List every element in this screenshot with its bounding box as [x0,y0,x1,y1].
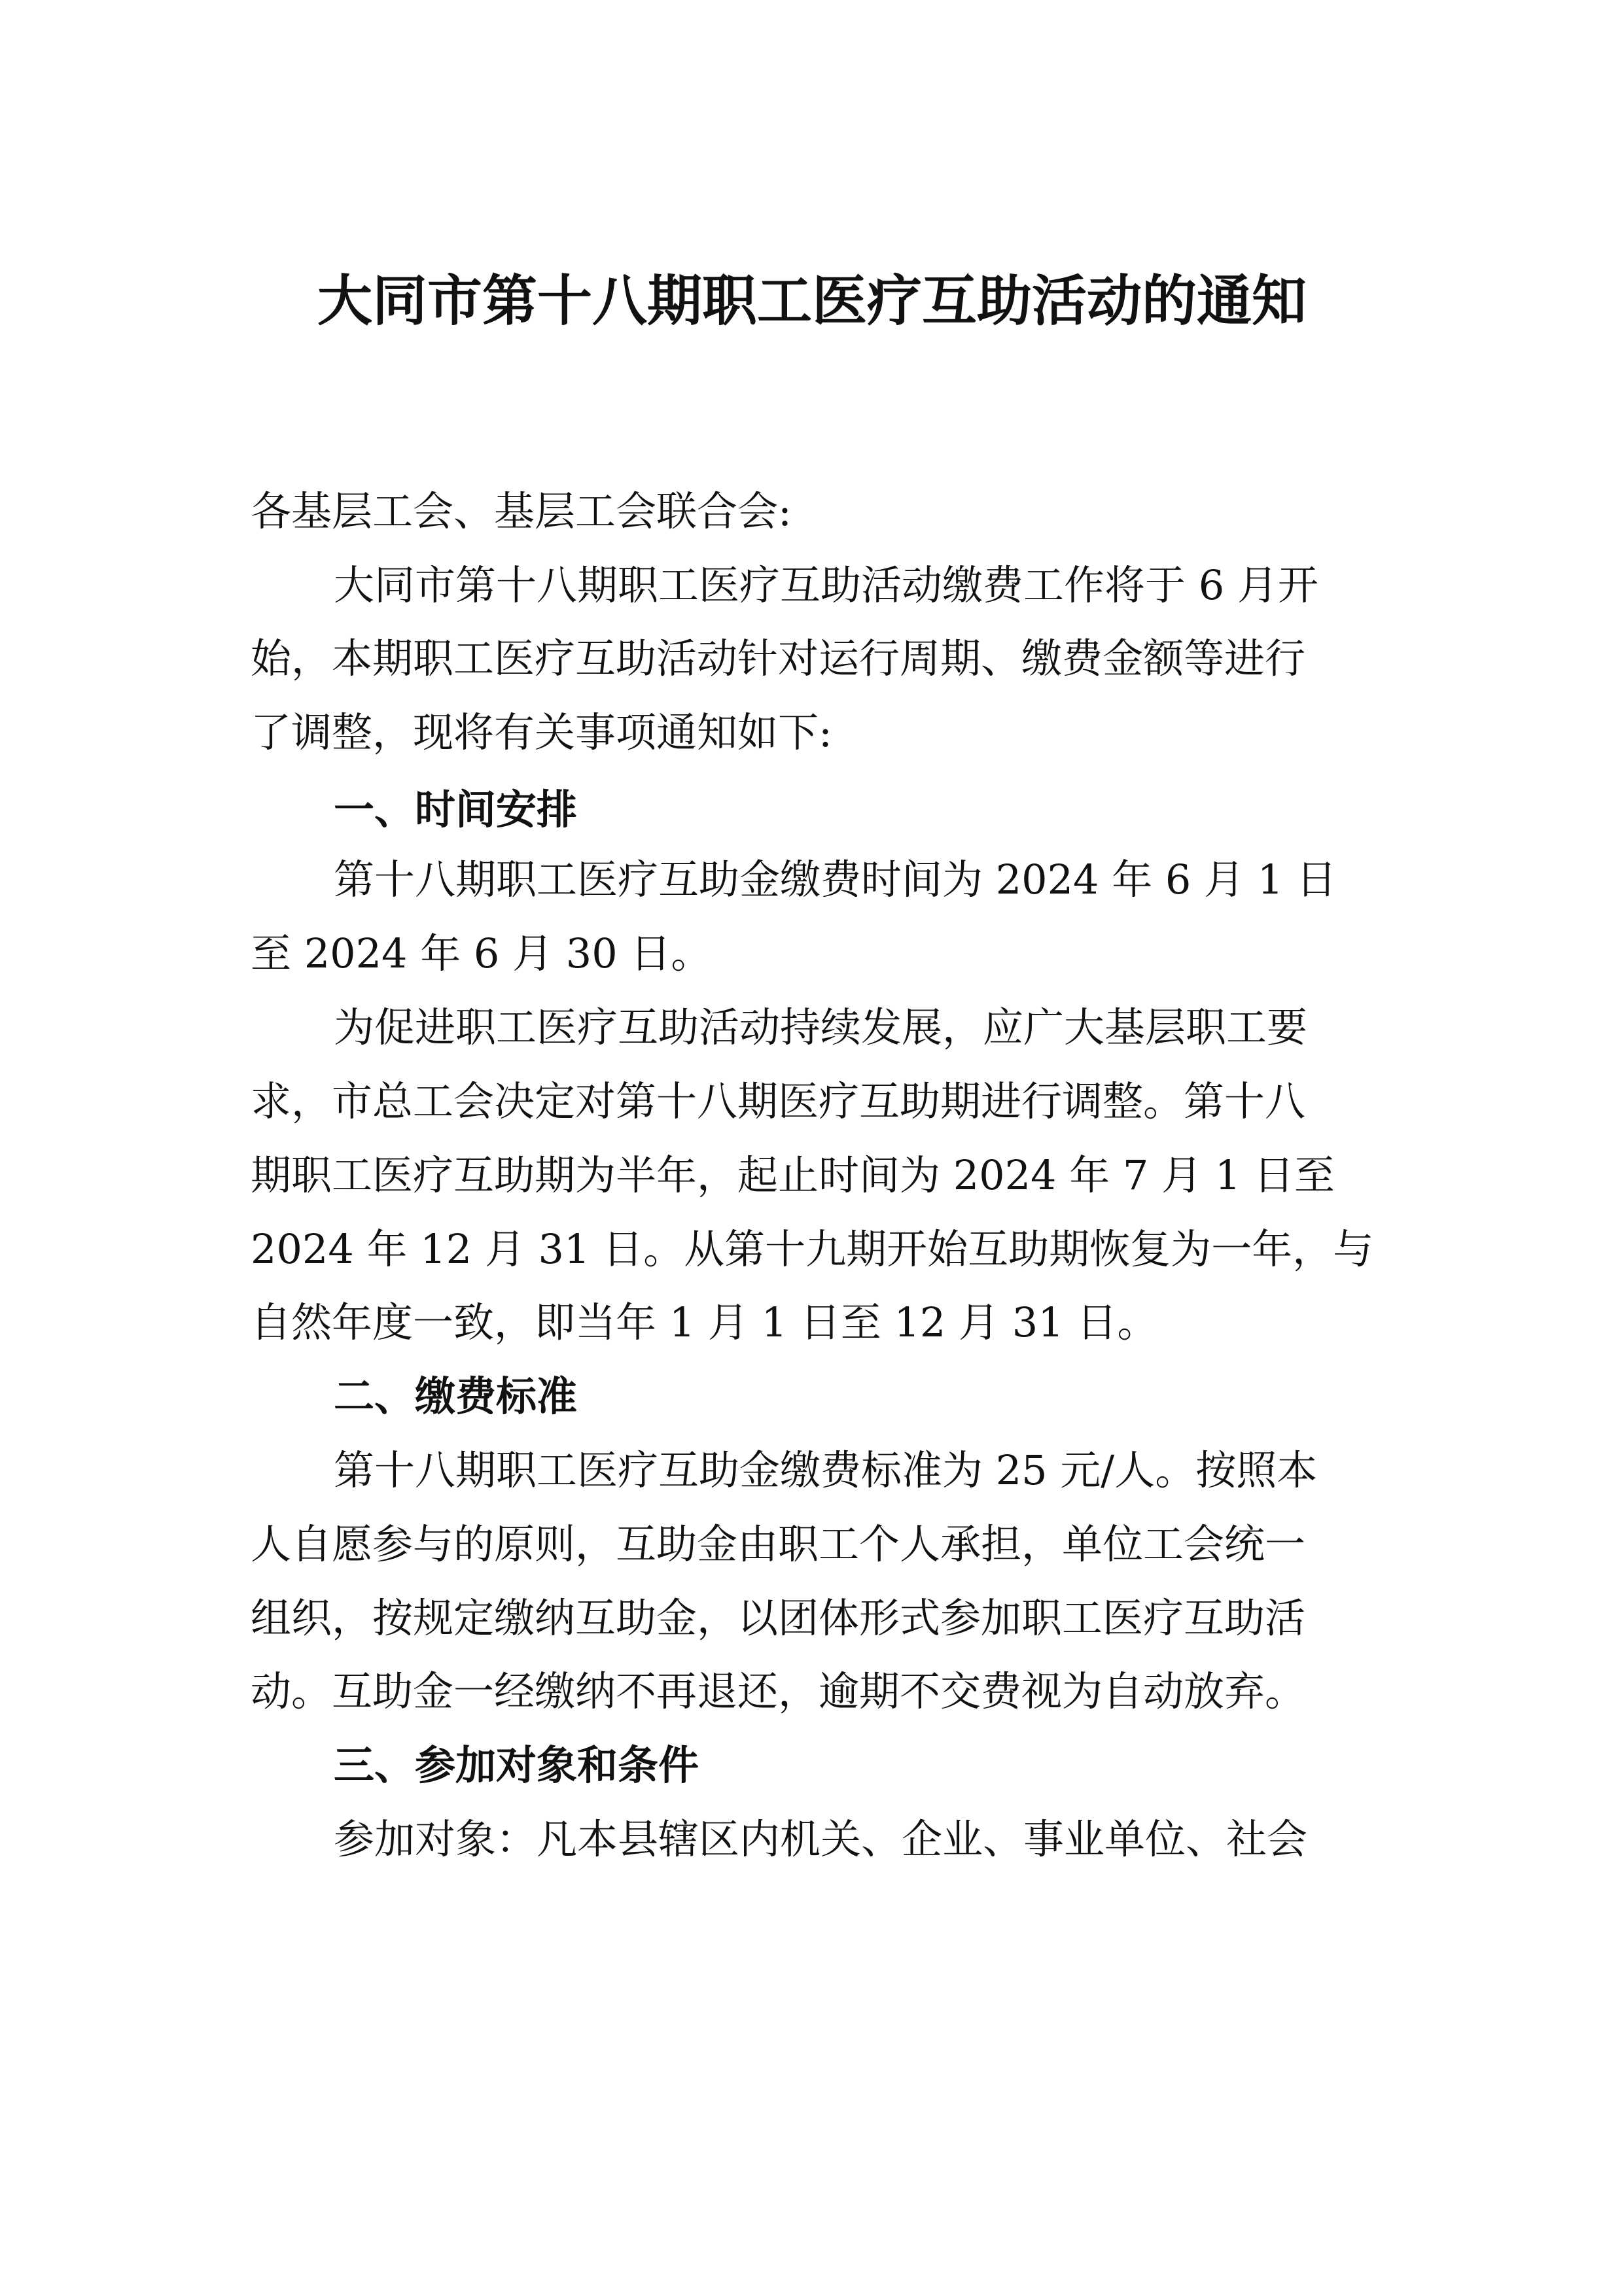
paragraph-line: 第十八期职工医疗互助金缴费时间为 2024 年 6 月 1 日 [334,856,1337,903]
paragraph-line: 至 2024 年 6 月 30 日。 [251,930,712,977]
section-heading-eligibility: 三、参加对象和条件 [334,1741,699,1789]
paragraph-line: 组织，按规定缴纳互助金，以团体形式参加职工医疗互助活 [251,1594,1306,1642]
section-heading-schedule: 一、时间安排 [334,786,578,833]
section-heading-fee: 二、缴费标准 [334,1372,578,1420]
paragraph-line: 第十八期职工医疗互助金缴费标准为 25 元/人。按照本 [334,1446,1318,1494]
paragraph-line: 人自愿参与的原则，互助金由职工个人承担，单位工会统一 [251,1520,1306,1568]
paragraph-line: 求，市总工会决定对第十八期医疗互助期进行调整。第十八 [251,1077,1306,1125]
paragraph-line: 始，本期职工医疗互助活动针对运行周期、缴费金额等进行 [251,635,1306,682]
paragraph-line: 参加对象：凡本县辖区内机关、企业、事业单位、社会 [334,1815,1308,1863]
paragraph-line: 自然年度一致，即当年 1 月 1 日至 12 月 31 日。 [251,1298,1158,1346]
paragraph-line: 期职工医疗互助期为半年，起止时间为 2024 年 7 月 1 日至 [251,1151,1335,1199]
paragraph-line: 动。互助金一经缴纳不再退还，逾期不交费视为自动放弃。 [251,1667,1306,1715]
paragraph-line: 了调整，现将有关事项通知如下: [251,708,832,756]
paragraph-line: 大同市第十八期职工医疗互助活动缴费工作将于 6 月开 [334,561,1318,609]
document-title: 大同市第十八期职工医疗互助活动的通知 [317,268,1307,333]
paragraph-line: 2024 年 12 月 31 日。从第十九期开始互助期恢复为一年，与 [251,1225,1374,1273]
salutation: 各基层工会、基层工会联合会: [251,487,792,535]
paragraph-line: 为促进职工医疗互助活动持续发展，应广大基层职工要 [334,1003,1308,1051]
